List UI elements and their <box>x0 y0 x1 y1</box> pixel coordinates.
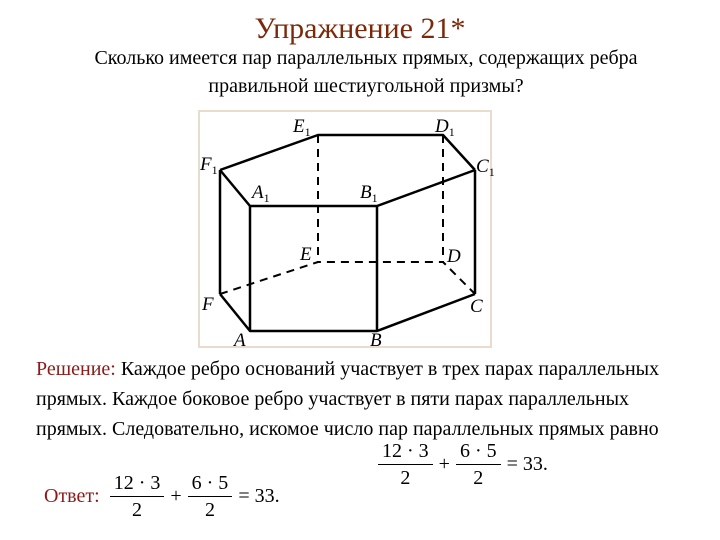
fraction-1: $\frac{12 \cdot 3}{2}$ <box>378 438 433 491</box>
question-line-1: Сколько имеется пар параллельных прямых, содержащих ребра <box>94 47 638 69</box>
label-A1: $A_1$ <box>252 182 270 205</box>
top-back-edges <box>220 135 475 170</box>
answer-label: Ответ: <box>44 485 100 507</box>
label-E: E <box>300 244 312 265</box>
answer-result: = 33. <box>238 485 280 507</box>
solution-label: Решение: <box>36 358 116 380</box>
label-B: B <box>370 330 382 351</box>
answer-line <box>44 470 280 523</box>
bottom-back-edges-hidden <box>220 262 475 294</box>
page-title: Упражнение 21* <box>254 12 466 45</box>
prism-figure <box>198 110 495 351</box>
solution-text <box>36 354 696 444</box>
label-C1: $C_1$ <box>476 156 495 179</box>
label-F1: $F_1$ <box>200 154 218 177</box>
solution-body: Каждое ребро оснований участвует в трех парах параллельных прямых. Каждое боковое ребро участвует в пяти парах параллельных прямых. Следовательно, искомое число пар параллельных прямых равно <box>36 358 660 440</box>
answer-fraction-1: $\frac{12 \cdot 3}{2}$ <box>110 470 165 523</box>
question-text <box>36 44 696 100</box>
label-A: A <box>234 330 246 351</box>
label-C: C <box>470 296 483 317</box>
solution-equation <box>378 438 548 491</box>
label-D: D <box>447 246 461 267</box>
label-D1: $D_1$ <box>435 116 455 139</box>
equation-result: = 33. <box>506 453 548 475</box>
bottom-edges <box>220 294 475 331</box>
fraction-2: $\frac{6 \cdot 5}{2}$ <box>456 438 501 491</box>
label-F: F <box>202 294 214 315</box>
label-E1: $E_1$ <box>293 116 311 139</box>
plus-sign: + <box>438 453 450 475</box>
answer-fraction-2: $\frac{6 \cdot 5}{2}$ <box>188 470 233 523</box>
question-line-2: правильной шестиугольной призмы? <box>208 75 524 97</box>
label-B1: $B_1$ <box>360 182 378 205</box>
answer-plus-sign: + <box>170 485 182 507</box>
hexagonal-prism-drawing <box>200 112 495 351</box>
